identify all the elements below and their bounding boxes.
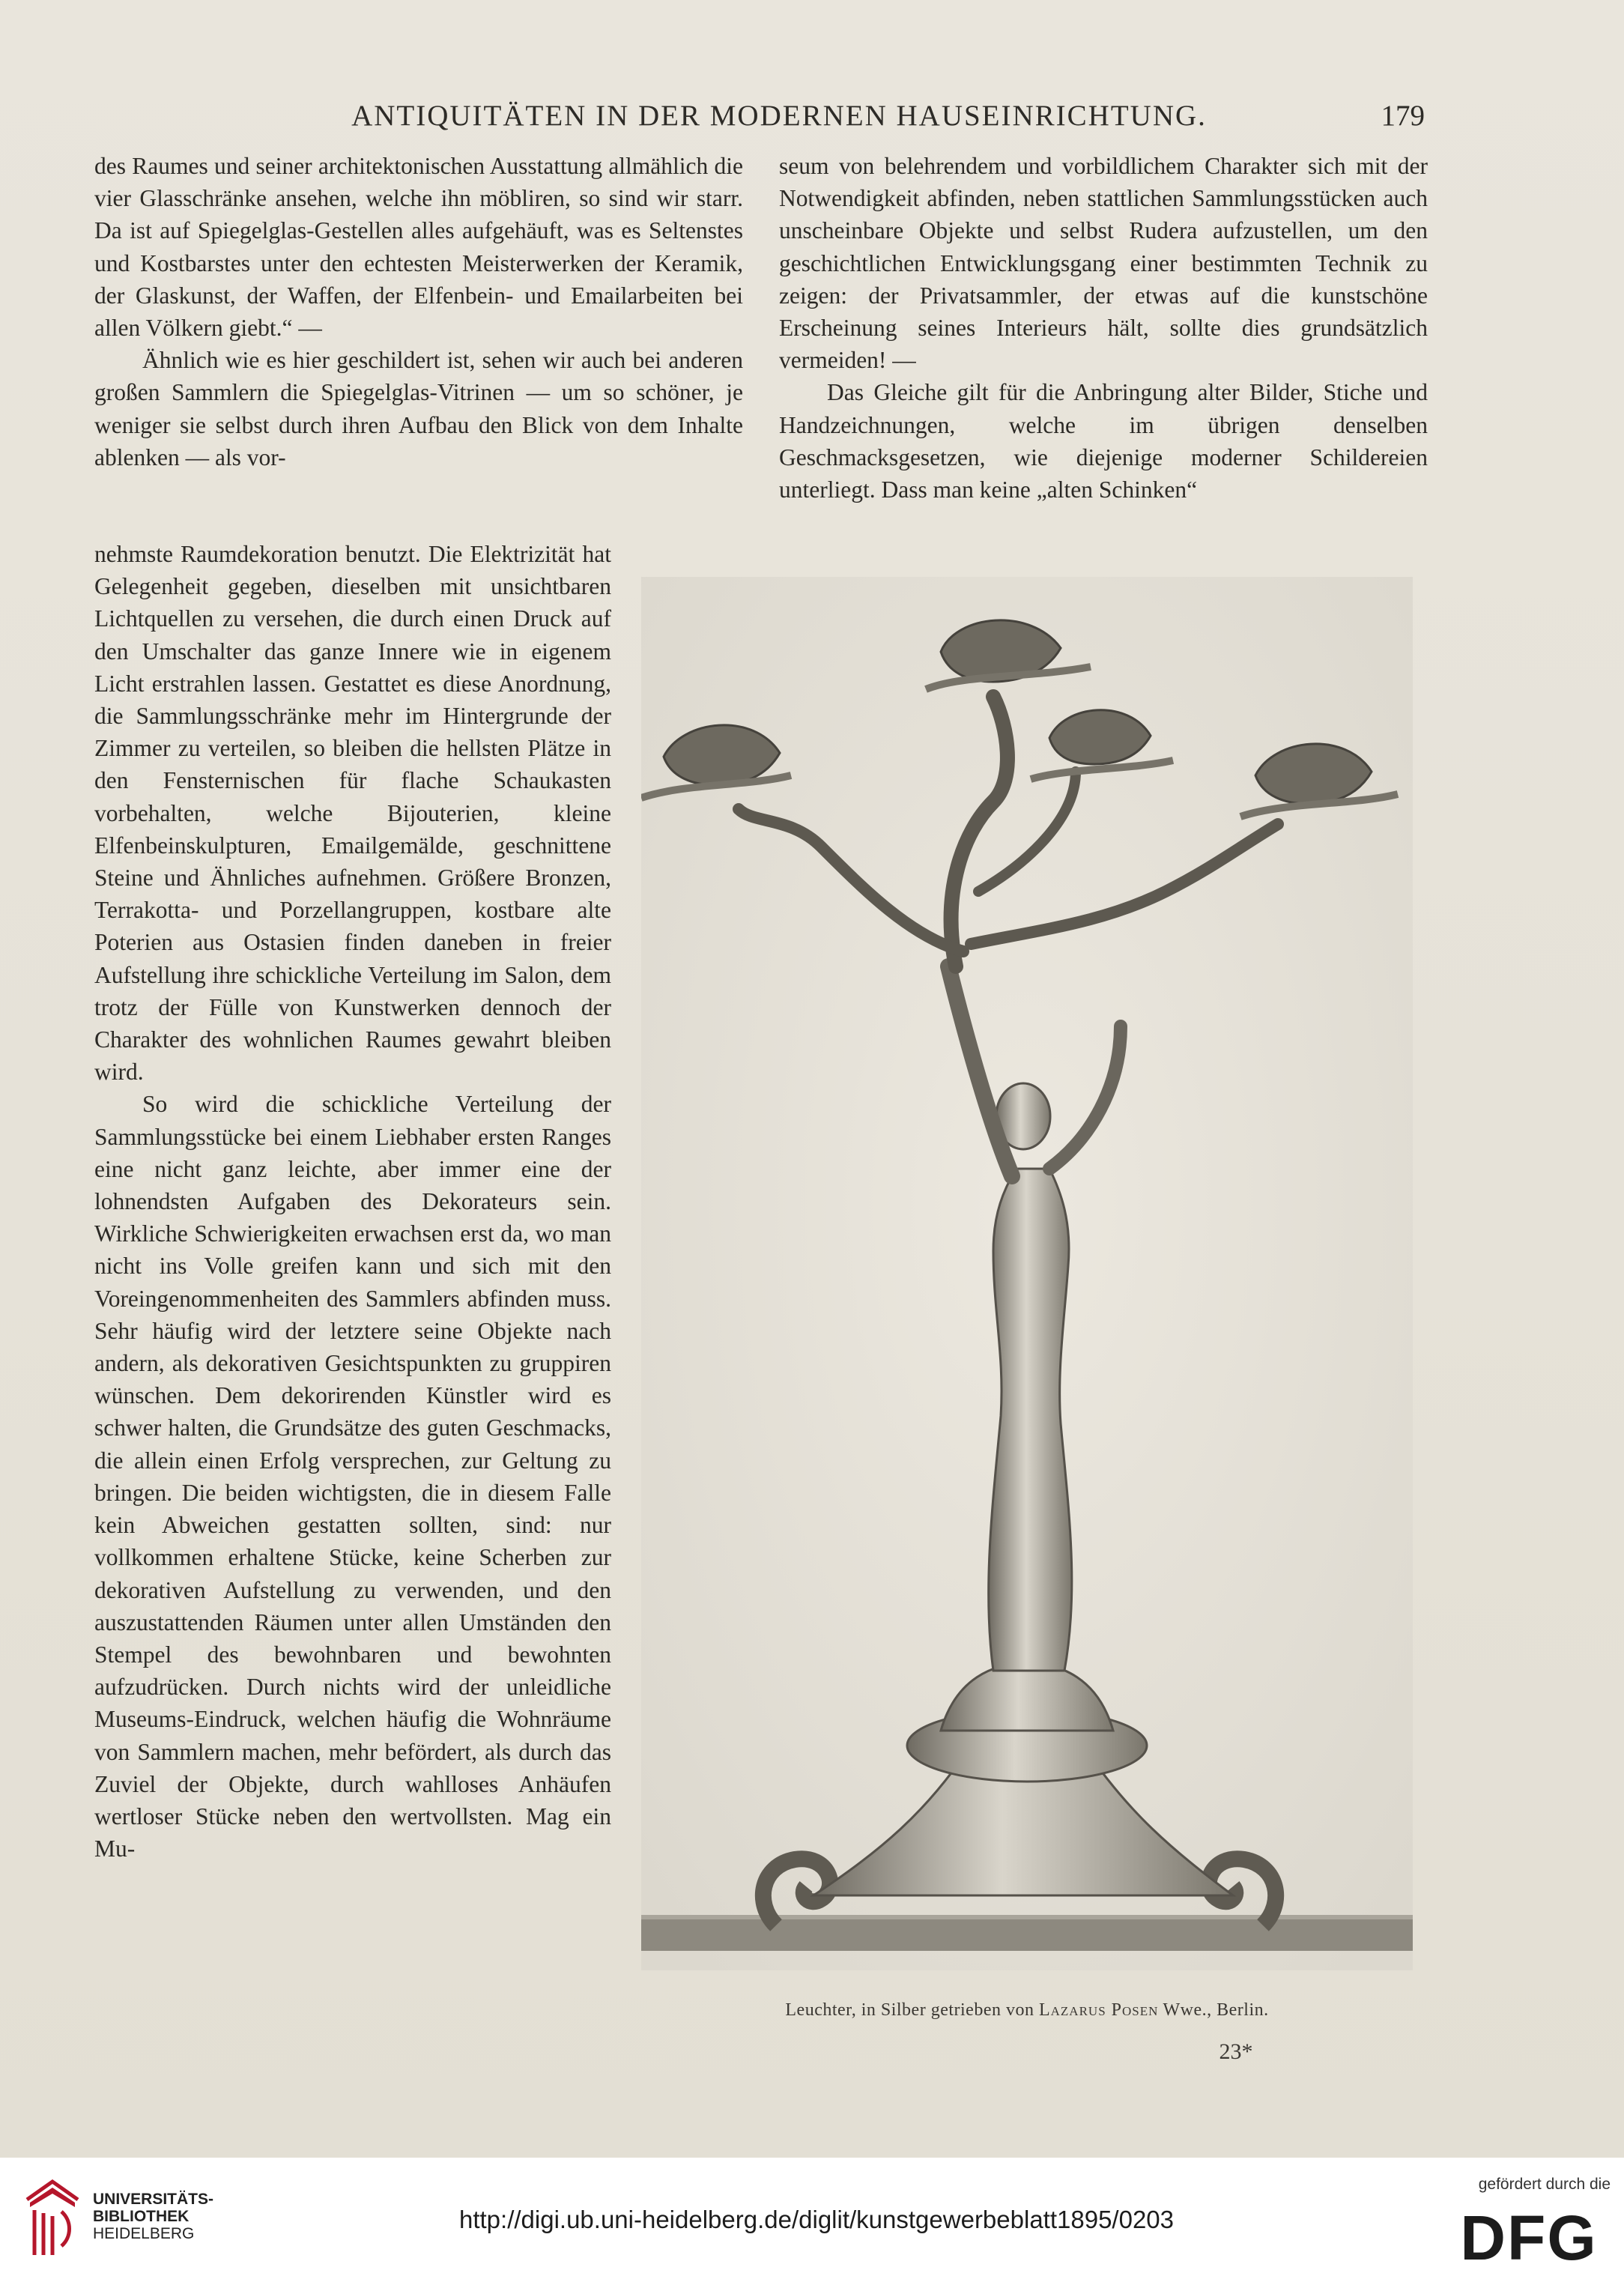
paragraph: Ähnlich wie es hier geschildert ist, sehen wir auch bei anderen großen Sammlern die Spiegelglas-Vitrinen — um so schöner, je weniger sie selbst durch ihren Aufbau den Blick von dem Inhalte ablenken — als vor-	[94, 347, 743, 470]
left-column-narrow	[94, 538, 611, 1865]
svg-text:DFG: DFG	[1460, 2207, 1598, 2266]
running-title: ANTIQUITÄTEN IN DER MODERNEN HAUSEINRICHTUNG.	[351, 100, 1207, 132]
paragraph: seum von belehrendem und vorbildlichem Charakter sich mit der Notwendigkeit abfinden, neben stattlichen Sammlungsstücken auch unscheinbare Objekte und selbst Rudera aufzustellen, um den geschichtlichen Entwicklungsgang einer bestimmten Technik zu zeigen: der Privatsammler, der etwas auf die kunstschöne Erscheinung seines Interieurs hält, sollte dies grundsätzlich vermeiden! —	[779, 153, 1428, 374]
caption-text: Leuchter, in Silber getrieben von	[785, 2000, 1034, 2020]
funded-by-label: gefördert durch die	[1478, 2176, 1611, 2193]
permalink[interactable]: http://digi.ub.uni-heidelberg.de/diglit/kunstgewerbeblatt1895/0203	[458, 2206, 1175, 2233]
caption-maker: Lazarus Posen	[1038, 2000, 1159, 2020]
library-logo-icon	[19, 2177, 84, 2260]
paragraph: des Raumes und seiner architektonischen Ausstattung allmählich die vier Glasschränke ansehen, welche ihn möbliren, so sind wir starr. Da ist auf Spiegelglas-Gestellen alles aufgehäuft, was es Seltenstes und Kostbarstes unter den echtesten Meisterwerken der Keramik, der Glaskunst, der Waffen, der Elfenbein- und Emailarbeiten bei allen Völkern giebt.“ —	[94, 153, 743, 342]
caption-suffix: Wwe., Berlin.	[1163, 2000, 1269, 2020]
signature-mark: 23*	[1219, 2039, 1253, 2064]
page-number: 179	[1381, 100, 1425, 132]
footer-bar	[0, 2158, 1624, 2282]
library-name-line: HEIDELBERG	[93, 2225, 195, 2242]
left-column-top	[94, 150, 743, 473]
dfg-logo-icon	[1450, 2207, 1608, 2266]
paragraph: nehmste Raumdekoration benutzt. Die Elektrizität hat Gelegenheit gegeben, dieselben mit unsichtbaren Lichtquellen zu versehen, die durch einen Druck auf den Umschalter das ganze Innere wie in eigenem Licht erstrahlen lassen. Gestattet es diese Anordnung, die Sammlungsschränke mehr im Hintergrunde der Zimmer zu verteilen, so bleiben die hellsten Plätze in den Fensternischen für flache Schaukasten vorbehalten, welche Bijouterien, kleine Elfenbeinskulpturen, Emailgemälde, geschnittene Steine und Ähnliches aufnehmen. Größere Bronzen, Terrakotta- und Porzellangruppen, kostbare alte Poterien aus Ostasien finden daneben in freier Aufstellung ihre schickliche Verteilung im Salon, dem trotz der Fülle von Kunstwerken dennoch der Charakter des wohnlichen Raumes gewahrt bleiben wird.	[94, 541, 611, 1086]
right-column-top	[779, 150, 1428, 506]
library-name	[93, 2191, 213, 2242]
figure-caption	[641, 2000, 1413, 2021]
library-name-line: BIBLIOTHEK	[93, 2208, 190, 2225]
library-name-line: UNIVERSITÄTS-	[93, 2191, 214, 2208]
paragraph: Das Gleiche gilt für die Anbringung alter Bilder, Stiche und Handzeichnungen, welche im übrigen denselben Geschmacksgesetzen, wie diejenige moderner Schildereien unterliegt. Dass man keine „alten Schinken“	[779, 379, 1428, 503]
candelabrum-illustration	[641, 577, 1413, 1970]
paragraph: So wird die schickliche Verteilung der Sammlungsstücke bei einem Liebhaber ersten Ranges eine nicht ganz leichte, aber immer eine der lohnendsten Aufgaben des Dekorateurs sein. Wirkliche Schwierigkeiten erwachsen erst da, wo man nicht ins Volle greifen kann und sich mit den Voreingenommenheiten des Sammlers abfinden muss. Sehr häufig wird der letztere seine Objekte nach andern, als dekorativen Gesichtspunkten zu gruppiren wünschen. Dem dekorirenden Künstler wird es schwer halten, die Grundsätze des guten Geschmacks, die allein einen Erfolg versprechen, zur Geltung zu bringen. Die beiden wichtigsten, die in diesem Falle kein Abweichen gestatten sollten, sind: nur vollkommen erhaltene Stücke, keine Scherben zur dekorativen Aufstellung zu verwenden, und den auszustattenden Räumen unter allen Umständen den Stempel des bewohnbaren und bewohnten aufzudrücken. Durch nichts wird der unleidliche Museums-Eindruck, welchen häufig die Wohnräume von Sammlern machen, mehr befördert, als durch das Zuviel der Objekte, durch wahlloses Anhäufen wertloser Stücke neben den wertvollsten. Mag ein Mu-	[94, 1091, 611, 1862]
